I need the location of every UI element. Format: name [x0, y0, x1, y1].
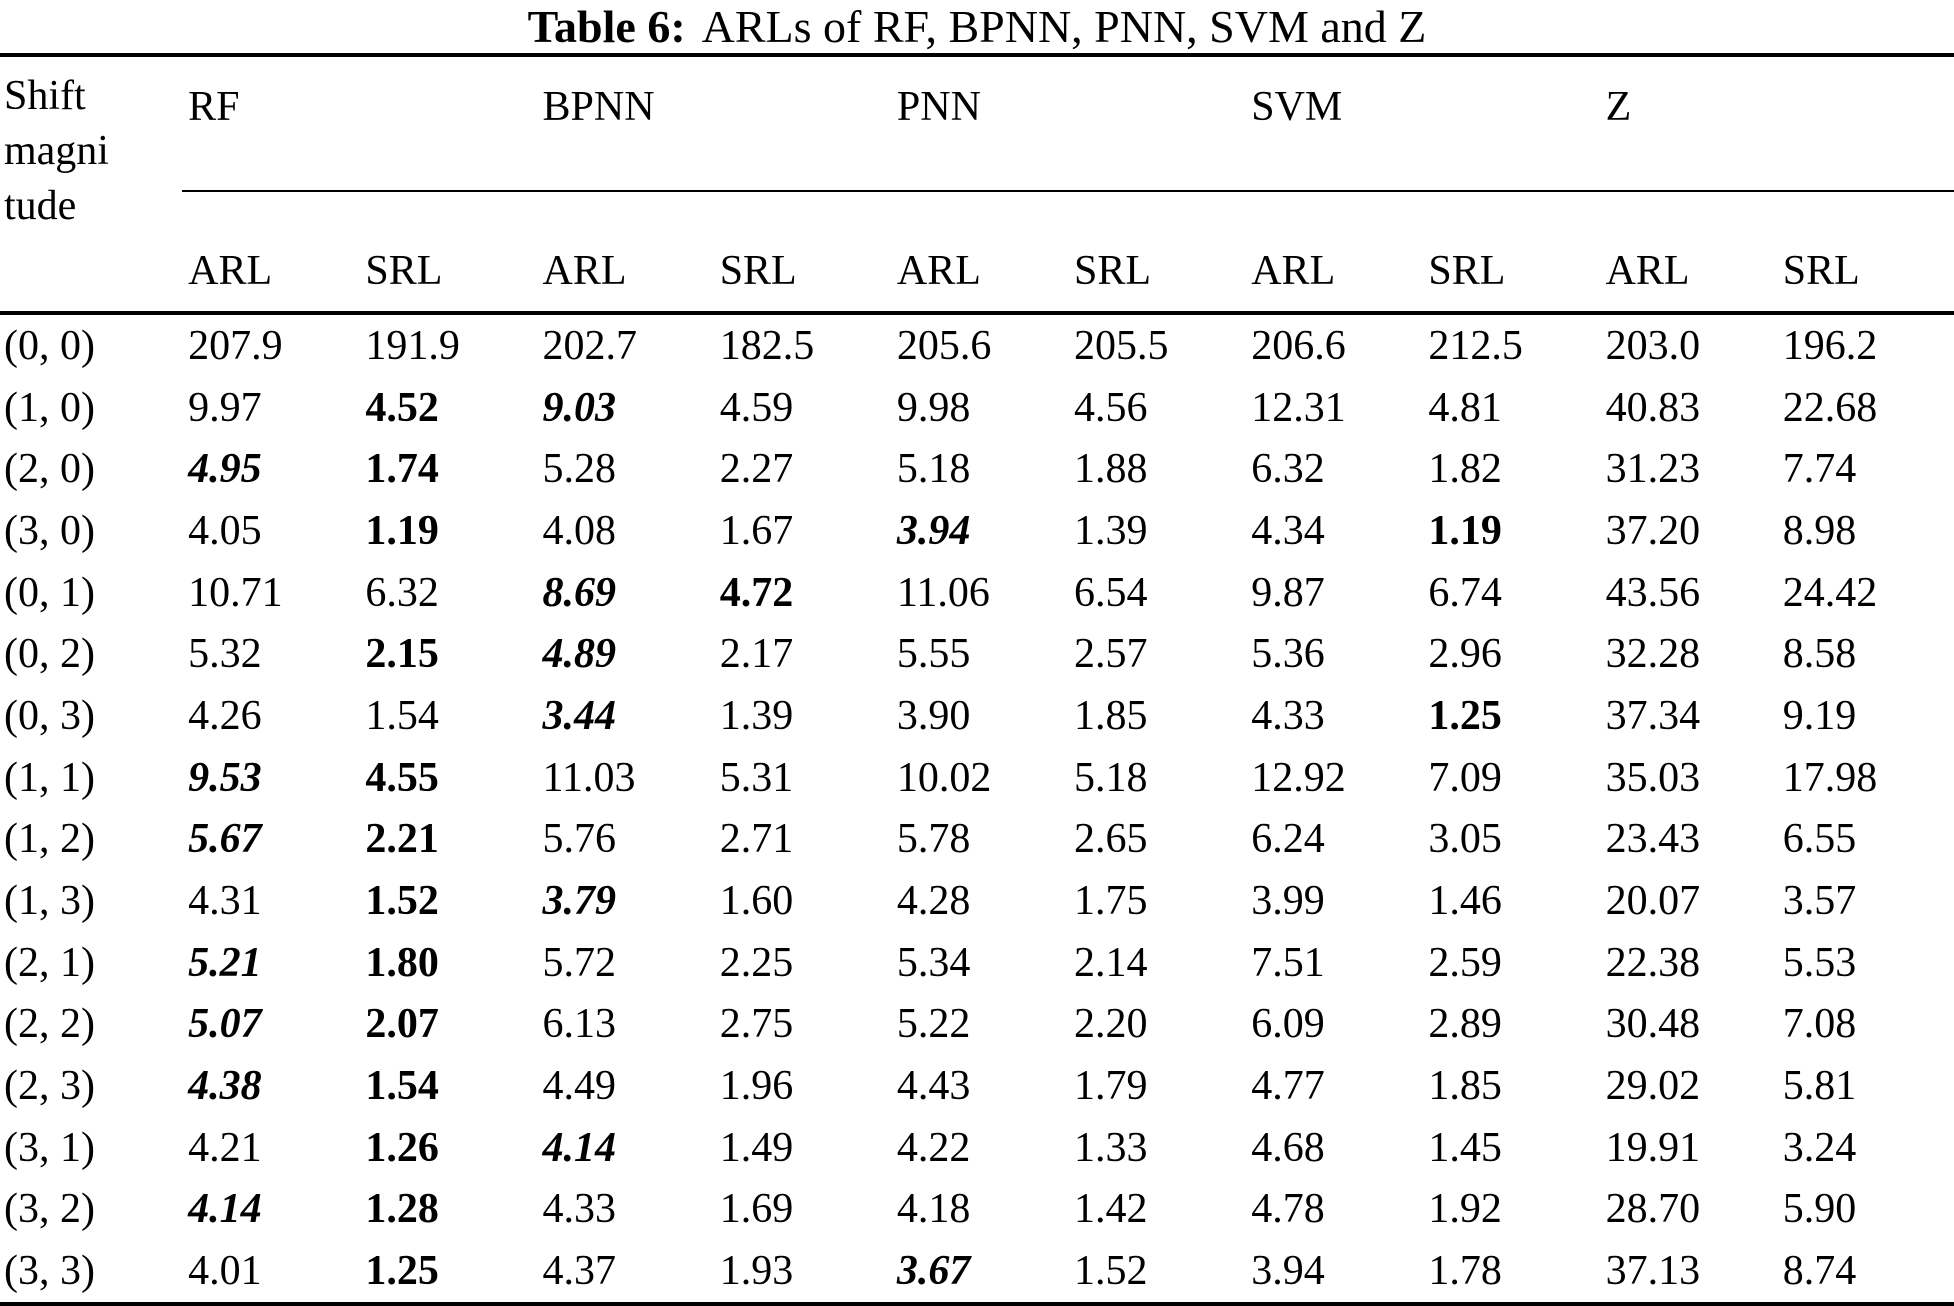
- shift-magnitude-cell: (3, 2): [4, 1186, 95, 1233]
- table-row: [0, 313, 1954, 377]
- table-row: [0, 562, 1954, 624]
- subheader-rf-srl: SRL: [359, 191, 536, 313]
- table-body: [0, 313, 1954, 1304]
- value-cell: 5.55: [896, 631, 971, 678]
- value-cell: 4.81: [1428, 384, 1502, 431]
- value-cell: 5.07: [188, 1001, 262, 1048]
- table-caption-label: Table 6:: [527, 1, 686, 52]
- value-cell: 5.34: [896, 939, 971, 986]
- value-cell: 1.28: [365, 1186, 439, 1233]
- value-cell: 11.03: [542, 754, 636, 801]
- value-cell: 2.65: [1074, 816, 1148, 863]
- arl-table: [0, 53, 1954, 1306]
- group-header-row: [0, 55, 1954, 191]
- value-cell: 4.05: [188, 507, 262, 554]
- value-cell: 4.01: [188, 1248, 262, 1295]
- value-cell: 1.85: [1074, 692, 1148, 739]
- shift-magnitude-cell: (1, 2): [4, 816, 95, 863]
- value-cell: 3.90: [896, 692, 971, 739]
- table-row: [0, 870, 1954, 932]
- value-cell: 40.83: [1605, 384, 1701, 431]
- value-cell: 1.80: [365, 939, 439, 986]
- value-cell: 20.07: [1605, 878, 1701, 925]
- value-cell: 7.09: [1428, 754, 1502, 801]
- value-cell: 5.90: [1782, 1186, 1857, 1233]
- value-cell: 4.59: [719, 384, 794, 431]
- value-cell: 1.25: [365, 1248, 439, 1295]
- shift-magnitude-header: [0, 55, 182, 313]
- value-cell: 4.26: [188, 692, 262, 739]
- value-cell: 6.55: [1782, 816, 1857, 863]
- shift-magnitude-cell: (1, 3): [4, 878, 95, 925]
- shift-magnitude-cell: (3, 0): [4, 507, 95, 554]
- value-cell: 28.70: [1605, 1186, 1701, 1233]
- value-cell: 8.58: [1782, 631, 1857, 678]
- value-cell: 3.99: [1251, 878, 1325, 925]
- value-cell: 7.74: [1782, 446, 1857, 493]
- value-cell: 4.33: [1251, 692, 1325, 739]
- group-header-z: Z: [1600, 55, 1954, 191]
- shift-magnitude-cell: (2, 0): [4, 446, 95, 493]
- value-cell: 2.15: [365, 631, 439, 678]
- value-cell: 10.02: [896, 754, 992, 801]
- table-caption-text: ARLs of RF, BPNN, PNN, SVM and Z: [701, 1, 1427, 52]
- shift-magnitude-header-line: tude: [4, 183, 77, 229]
- value-cell: 5.31: [719, 754, 794, 801]
- value-cell: 3.57: [1782, 878, 1857, 925]
- value-cell: 6.09: [1251, 1001, 1325, 1048]
- value-cell: 1.46: [1428, 878, 1502, 925]
- value-cell: 6.32: [1251, 446, 1325, 493]
- value-cell: 37.13: [1605, 1248, 1701, 1295]
- value-cell: 1.52: [365, 878, 439, 925]
- value-cell: 12.92: [1251, 754, 1346, 801]
- value-cell: 2.21: [365, 816, 439, 863]
- value-cell: 1.42: [1074, 1186, 1148, 1233]
- value-cell: 5.28: [542, 446, 617, 493]
- value-cell: 1.82: [1428, 446, 1502, 493]
- value-cell: 1.19: [365, 507, 439, 554]
- value-cell: 22.68: [1782, 384, 1878, 431]
- value-cell: 4.34: [1251, 507, 1325, 554]
- value-cell: 4.14: [188, 1186, 262, 1233]
- subheader-svm-arl: ARL: [1245, 191, 1422, 313]
- value-cell: 4.31: [188, 878, 262, 925]
- table-caption: [0, 0, 1954, 53]
- shift-magnitude-cell: (0, 3): [4, 692, 95, 739]
- shift-magnitude-cell: (0, 1): [4, 569, 95, 616]
- subheader-row: [0, 191, 1954, 313]
- value-cell: 2.07: [365, 1001, 439, 1048]
- value-cell: 8.74: [1782, 1248, 1857, 1295]
- value-cell: 32.28: [1605, 631, 1701, 678]
- value-cell: 5.32: [188, 631, 262, 678]
- value-cell: 9.97: [188, 384, 262, 431]
- value-cell: 9.98: [896, 384, 971, 431]
- value-cell: 1.54: [365, 692, 439, 739]
- value-cell: 37.20: [1605, 507, 1701, 554]
- value-cell: 182.5: [719, 322, 815, 369]
- table-row: [0, 1055, 1954, 1117]
- subheader-pnn-srl: SRL: [1068, 191, 1245, 313]
- value-cell: 10.71: [188, 569, 283, 616]
- value-cell: 2.25: [719, 939, 794, 986]
- value-cell: 4.56: [1074, 384, 1148, 431]
- table-row: [0, 932, 1954, 994]
- value-cell: 11.06: [896, 569, 990, 616]
- value-cell: 206.6: [1251, 322, 1346, 369]
- value-cell: 4.68: [1251, 1124, 1325, 1171]
- table-row: [0, 623, 1954, 685]
- value-cell: 24.42: [1782, 569, 1878, 616]
- value-cell: 2.57: [1074, 631, 1148, 678]
- value-cell: 6.32: [365, 569, 439, 616]
- value-cell: 1.96: [719, 1063, 794, 1110]
- shift-magnitude-cell: (0, 0): [4, 322, 95, 369]
- value-cell: 2.96: [1428, 631, 1502, 678]
- value-cell: 5.76: [542, 816, 617, 863]
- value-cell: 3.05: [1428, 816, 1502, 863]
- value-cell: 7.51: [1251, 939, 1325, 986]
- value-cell: 1.26: [365, 1124, 439, 1171]
- subheader-rf-arl: ARL: [182, 191, 359, 313]
- value-cell: 23.43: [1605, 816, 1701, 863]
- value-cell: 4.22: [896, 1124, 971, 1171]
- value-cell: 5.18: [896, 446, 971, 493]
- value-cell: 1.93: [719, 1248, 794, 1295]
- value-cell: 1.60: [719, 878, 794, 925]
- table-row: [0, 747, 1954, 809]
- value-cell: 6.54: [1074, 569, 1148, 616]
- group-header-bpnn: BPNN: [537, 55, 891, 191]
- shift-magnitude-cell: (3, 1): [4, 1124, 95, 1171]
- value-cell: 207.9: [188, 322, 283, 369]
- value-cell: 1.52: [1074, 1248, 1148, 1295]
- value-cell: 4.49: [542, 1063, 617, 1110]
- value-cell: 6.24: [1251, 816, 1325, 863]
- value-cell: 1.39: [1074, 507, 1148, 554]
- value-cell: 22.38: [1605, 939, 1701, 986]
- value-cell: 4.08: [542, 507, 617, 554]
- subheader-bpnn-srl: SRL: [714, 191, 891, 313]
- value-cell: 4.72: [719, 569, 794, 616]
- group-header-pnn: PNN: [891, 55, 1245, 191]
- value-cell: 3.67: [896, 1248, 971, 1295]
- value-cell: 1.33: [1074, 1124, 1148, 1171]
- value-cell: 9.19: [1782, 692, 1857, 739]
- shift-magnitude-cell: (1, 0): [4, 384, 95, 431]
- value-cell: 4.52: [365, 384, 439, 431]
- value-cell: 4.37: [542, 1248, 617, 1295]
- value-cell: 19.91: [1605, 1124, 1701, 1171]
- value-cell: 6.13: [542, 1001, 617, 1048]
- subheader-svm-srl: SRL: [1422, 191, 1599, 313]
- value-cell: 7.08: [1782, 1001, 1857, 1048]
- value-cell: 1.39: [719, 692, 794, 739]
- value-cell: 4.33: [542, 1186, 617, 1233]
- value-cell: 3.44: [542, 692, 617, 739]
- group-header-svm: SVM: [1245, 55, 1599, 191]
- shift-magnitude-cell: (3, 3): [4, 1248, 95, 1295]
- value-cell: 2.17: [719, 631, 794, 678]
- subheader-pnn-arl: ARL: [891, 191, 1068, 313]
- value-cell: 2.14: [1074, 939, 1148, 986]
- table-row: [0, 994, 1954, 1056]
- table-row: [0, 1179, 1954, 1241]
- value-cell: 3.24: [1782, 1124, 1857, 1171]
- shift-magnitude-header-line: magni: [4, 128, 109, 174]
- value-cell: 43.56: [1605, 569, 1701, 616]
- value-cell: 191.9: [365, 322, 460, 369]
- value-cell: 1.75: [1074, 878, 1148, 925]
- value-cell: 4.38: [188, 1063, 262, 1110]
- value-cell: 37.34: [1605, 692, 1701, 739]
- value-cell: 9.53: [188, 754, 262, 801]
- subheader-bpnn-arl: ARL: [537, 191, 714, 313]
- table-row: [0, 377, 1954, 439]
- table-row: [0, 438, 1954, 500]
- value-cell: 1.79: [1074, 1063, 1148, 1110]
- value-cell: 35.03: [1605, 754, 1701, 801]
- value-cell: 203.0: [1605, 322, 1701, 369]
- value-cell: 29.02: [1605, 1063, 1701, 1110]
- value-cell: 8.69: [542, 569, 617, 616]
- table-row: [0, 809, 1954, 871]
- value-cell: 8.98: [1782, 507, 1857, 554]
- value-cell: 6.74: [1428, 569, 1502, 616]
- value-cell: 4.78: [1251, 1186, 1325, 1233]
- value-cell: 4.18: [896, 1186, 971, 1233]
- value-cell: 4.55: [365, 754, 439, 801]
- value-cell: 5.21: [188, 939, 262, 986]
- value-cell: 5.72: [542, 939, 617, 986]
- value-cell: 1.85: [1428, 1063, 1502, 1110]
- value-cell: 4.77: [1251, 1063, 1325, 1110]
- value-cell: 4.21: [188, 1124, 262, 1171]
- value-cell: 1.74: [365, 446, 439, 493]
- value-cell: 31.23: [1605, 446, 1701, 493]
- value-cell: 9.87: [1251, 569, 1325, 616]
- value-cell: 1.78: [1428, 1248, 1502, 1295]
- shift-magnitude-cell: (2, 2): [4, 1001, 95, 1048]
- value-cell: 5.67: [188, 816, 262, 863]
- value-cell: 2.20: [1074, 1001, 1148, 1048]
- value-cell: 5.36: [1251, 631, 1325, 678]
- value-cell: 4.95: [188, 446, 262, 493]
- value-cell: 3.79: [542, 878, 617, 925]
- shift-magnitude-cell: (2, 1): [4, 939, 95, 986]
- subheader-z-srl: SRL: [1777, 191, 1954, 313]
- subheader-z-arl: ARL: [1600, 191, 1777, 313]
- value-cell: 1.88: [1074, 446, 1148, 493]
- table-row: [0, 1240, 1954, 1304]
- value-cell: 2.89: [1428, 1001, 1502, 1048]
- shift-magnitude-cell: (2, 3): [4, 1063, 95, 1110]
- value-cell: 30.48: [1605, 1001, 1701, 1048]
- value-cell: 212.5: [1428, 322, 1523, 369]
- value-cell: 1.54: [365, 1063, 439, 1110]
- value-cell: 3.94: [896, 507, 971, 554]
- value-cell: 1.45: [1428, 1124, 1502, 1171]
- value-cell: 1.25: [1428, 692, 1502, 739]
- value-cell: 4.28: [896, 878, 971, 925]
- value-cell: 2.59: [1428, 939, 1502, 986]
- value-cell: 3.94: [1251, 1248, 1325, 1295]
- group-header-rf: RF: [182, 55, 536, 191]
- shift-magnitude-header-line: Shift: [4, 73, 86, 119]
- shift-magnitude-cell: (0, 2): [4, 631, 95, 678]
- value-cell: 2.71: [719, 816, 794, 863]
- shift-magnitude-cell: (1, 1): [4, 754, 95, 801]
- value-cell: 12.31: [1251, 384, 1346, 431]
- value-cell: 4.89: [542, 631, 617, 678]
- value-cell: 1.92: [1428, 1186, 1502, 1233]
- value-cell: 1.67: [719, 507, 794, 554]
- value-cell: 5.78: [896, 816, 971, 863]
- value-cell: 17.98: [1782, 754, 1878, 801]
- value-cell: 4.14: [542, 1124, 617, 1171]
- value-cell: 5.22: [896, 1001, 971, 1048]
- value-cell: 5.81: [1782, 1063, 1857, 1110]
- value-cell: 205.6: [896, 322, 992, 369]
- value-cell: 2.27: [719, 446, 794, 493]
- value-cell: 1.69: [719, 1186, 794, 1233]
- value-cell: 4.43: [896, 1063, 971, 1110]
- value-cell: 9.03: [542, 384, 617, 431]
- value-cell: 205.5: [1074, 322, 1169, 369]
- value-cell: 5.53: [1782, 939, 1857, 986]
- value-cell: 1.49: [719, 1124, 794, 1171]
- table-row: [0, 685, 1954, 747]
- value-cell: 196.2: [1782, 322, 1878, 369]
- table-row: [0, 1117, 1954, 1179]
- value-cell: 2.75: [719, 1001, 794, 1048]
- value-cell: 5.18: [1074, 754, 1148, 801]
- value-cell: 1.19: [1428, 507, 1502, 554]
- table-row: [0, 500, 1954, 562]
- value-cell: 202.7: [542, 322, 638, 369]
